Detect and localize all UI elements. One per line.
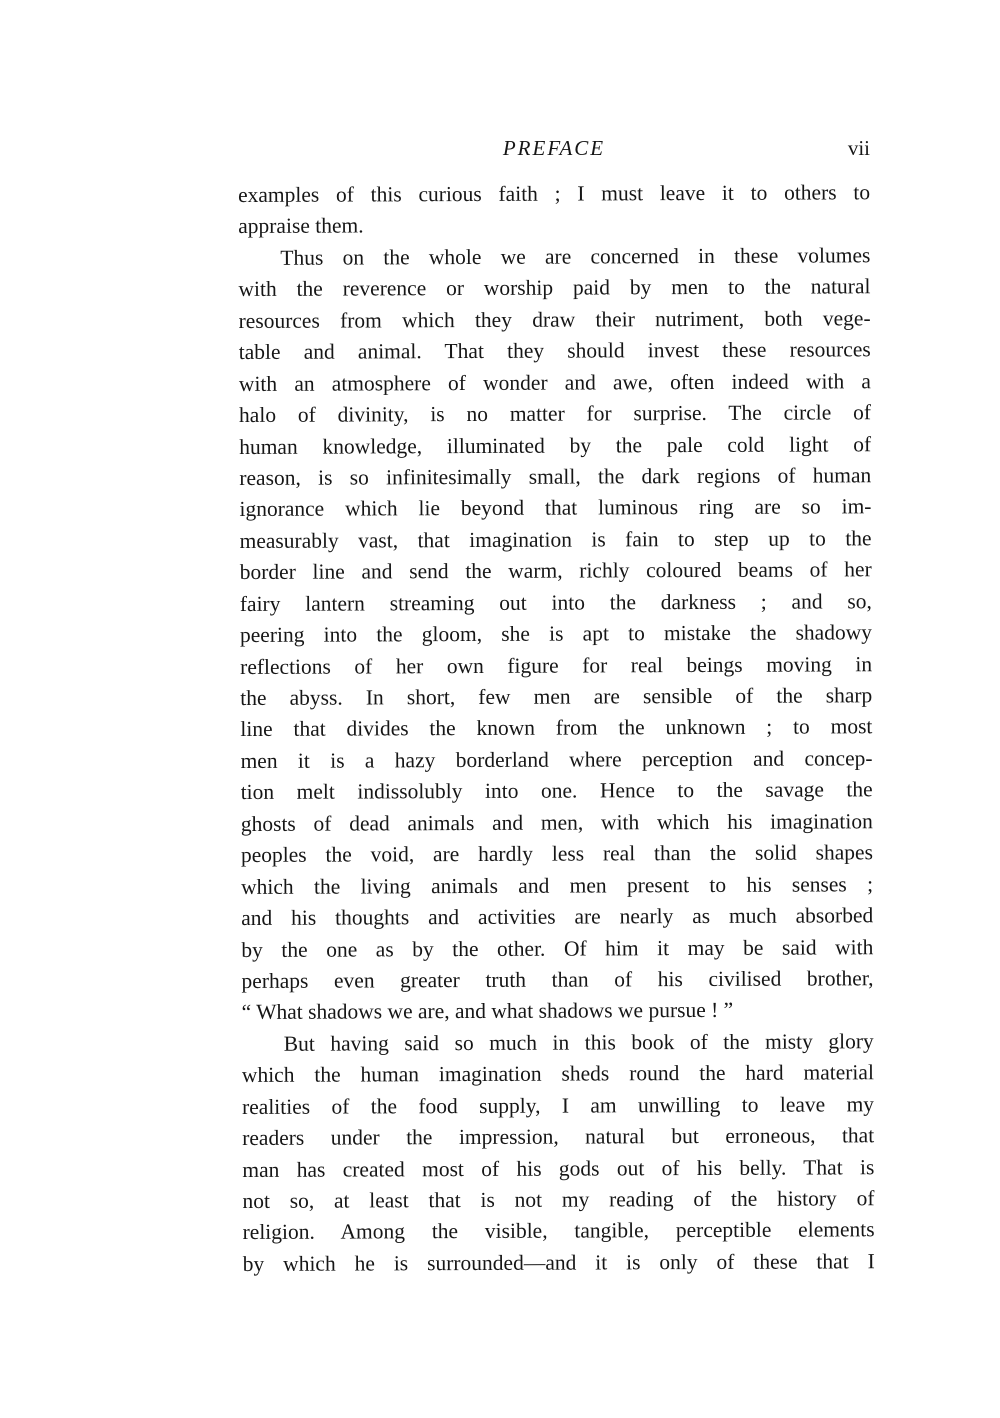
text-line: Thus on the whole we are concerned in these volumes — [280, 243, 871, 270]
text-line: perhaps even greater truth than of his civilised brother, — [241, 966, 874, 993]
text-line: examples of this curious faith ; I must leave it to others to — [238, 180, 871, 207]
text-line: tion melt indissolubly into one. Hence to the savage the — [240, 777, 873, 805]
text-line: reflections of her own figure for real beings moving in — [240, 651, 873, 679]
text-line: border line and send the warm, richly coloured beams of her — [239, 557, 872, 585]
text-line: with the reverence or worship paid by men to the natural — [238, 274, 871, 302]
text-line: But having said so much in this book of the misty glory — [283, 1029, 874, 1056]
text-line: human knowledge, illuminated by the pale cold light of — [239, 431, 872, 459]
page-number: vii — [847, 136, 870, 160]
text-line: man has created most of his gods out of his belly. That is — [242, 1154, 875, 1182]
text-line: peoples the void, are hardly less real than the solid shapes — [240, 840, 873, 868]
running-title: PREFACE — [502, 136, 606, 160]
running-head — [238, 136, 870, 168]
text-line: ghosts of dead animals and men, with which his imagination — [240, 808, 873, 836]
body-text — [238, 177, 875, 1280]
text-line: halo of divinity, is no matter for surprise. The circle of — [238, 400, 872, 428]
text-line: table and animal. That they should invest these resources — [238, 337, 871, 365]
text-line: readers under the impression, natural but erroneous, that — [242, 1123, 875, 1151]
text-line: resources from which they draw their nutriment, both vege- — [238, 305, 871, 333]
text-line: which the human imagination sheds round the hard material — [241, 1060, 874, 1088]
text-line: with an atmosphere of wonder and awe, often indeed with a — [238, 368, 871, 396]
text-line: realities of the food supply, I am unwilling to leave my — [241, 1091, 875, 1119]
text-line: and his thoughts and activities are nearly as much absorbed — [241, 903, 874, 931]
text-line: men it is a hazy borderland where perception and concep- — [240, 746, 873, 773]
text-line: peering into the gloom, she is apt to mistake the shadowy — [239, 620, 873, 648]
text-line: which the living animals and men present to his senses ; — [241, 871, 874, 899]
text-line: not so, at least that is not my reading of the history of — [242, 1186, 875, 1213]
text-line: measurably vast, that imagination is fain to step up to the — [239, 526, 872, 553]
text-line: line that divides the known from the unknown ; to most — [240, 714, 873, 742]
text-line: appraise them. — [238, 213, 364, 239]
text-line: “ What shadows we are, and what shadows we pursue ! ” — [241, 998, 734, 1025]
text-line: by which he is surrounded—and it is only of these that I — [242, 1249, 875, 1276]
text-line: ignorance which lie beyond that luminous ring are so im- — [239, 494, 872, 522]
text-line: reason, is so infinitesimally small, the dark regions of human — [239, 463, 872, 490]
text-line: the abyss. In short, few men are sensible of the sharp — [240, 683, 873, 710]
text-line: religion. Among the visible, tangible, perceptible elements — [242, 1217, 875, 1245]
text-line: by the one as by the other. Of him it may be said with — [241, 934, 874, 962]
text-line: fairy lantern streaming out into the darkness ; and so, — [239, 588, 872, 616]
